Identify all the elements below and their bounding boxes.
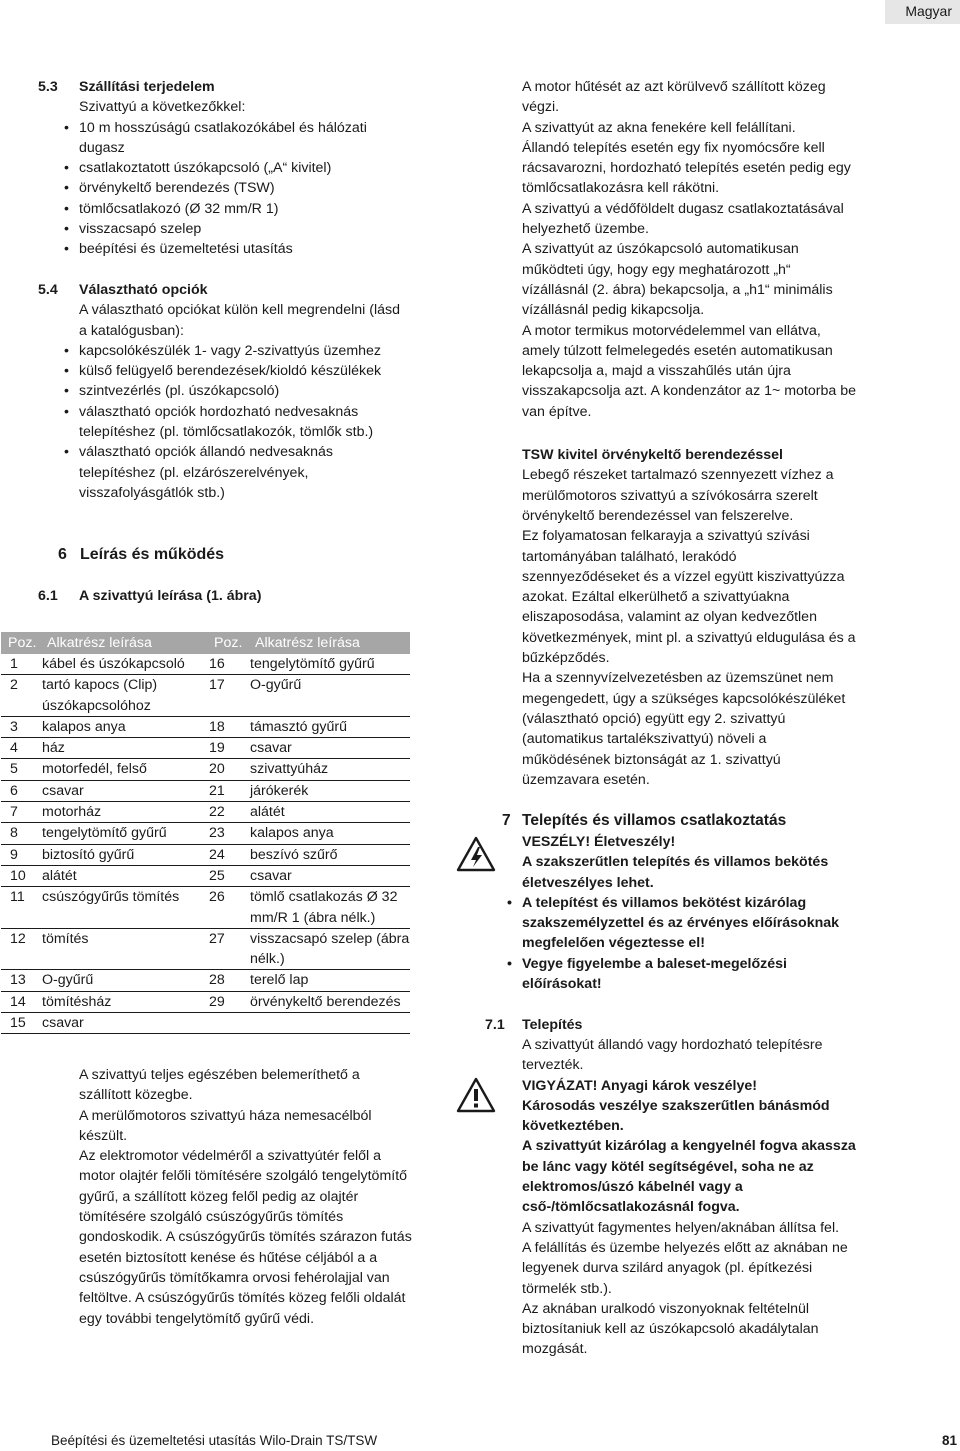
paragraph: A szivattyút állandó vagy hordozható telepítésre tervezték. (522, 1037, 823, 1074)
table-row (1, 780, 410, 801)
list-item: • A telepítést és villamos bekötést kizárólag szakszemélyzettel és az érvényes előírásoknak megfelelően végeztesse el! (505, 893, 856, 954)
table-row (1, 716, 410, 737)
position-cell: 11 (1, 887, 40, 929)
description-cell: alátét (40, 865, 207, 886)
position-cell: 13 (1, 970, 40, 991)
position-cell: 17 (207, 675, 248, 717)
paragraph: A szivattyú teljes egészében belemeríthető a szállított közegbe. (79, 1067, 360, 1104)
caution-icon (456, 1077, 496, 1113)
section-7-heading (502, 811, 786, 831)
paragraph: A szivattyú a védőföldelt dugasz csatlakoztatásával helyezhető üzembe. (522, 200, 844, 238)
description-cell: tömítésház (40, 991, 207, 1012)
description-cell: kábel és úszókapcsoló (40, 654, 207, 675)
column-header: Poz. (207, 632, 248, 654)
description-cell: alátét (248, 802, 410, 823)
section-5-3 (38, 77, 418, 260)
paragraph: A merülőmotoros szivattyú háza nemesacélból készült. (79, 1107, 372, 1144)
caution-text: Károsodás veszélye szakszerűtlen bánásmód következtében. (522, 1097, 830, 1135)
description-cell: beszívó szűrő (248, 844, 410, 865)
section-number: 6 (58, 546, 67, 563)
paragraph: A szivattyút az úszókapcsoló automatikusan működteti úgy, hogy egy meghatározott „h“ vízállásnál (2. ábra) bekapcsolja, a „h1“ minimális vízállásnál pedig kikapcsolja. (522, 241, 833, 319)
description-cell: tömlő csatlakozás Ø 32 mm/R 1 (ábra nélk.) (248, 887, 410, 929)
position-cell: 15 (1, 1013, 40, 1034)
section-intro: Szivattyú a következőkkel: (79, 99, 246, 116)
table-row (1, 865, 410, 886)
list-item: • tömlőcsatlakozó (Ø 32 mm/R 1) (62, 199, 402, 219)
electrical-danger-icon (456, 836, 496, 872)
section-title: Leírás és működés (80, 546, 225, 563)
description-cell: kalapos anya (248, 823, 410, 844)
column-header: Alkatrész leírása (40, 632, 207, 654)
list-item: • választható opciók hordozható nedvesaknás telepítéshez (pl. tömlőcsatlakozók, tömlők stb.) (62, 402, 407, 443)
description-cell: járókerék (248, 780, 410, 801)
position-cell (207, 1013, 248, 1034)
section-intro: A választható opciókat külön kell megrendelni (lásd a katalógusban): (79, 302, 400, 339)
footer-title: Beépítési és üzemeltetési utasítás Wilo-Drain TS/TSW (51, 1433, 378, 1448)
paragraph: Állandó telepítés esetén egy fix nyomócsőre kell rácsavarozni, hordozható telepítés esetén pedig egy tömlőcsatlakozásra kell rákötni. (522, 139, 851, 197)
list-item: • külső felügyelő berendezések/kioldó készülékek (62, 361, 407, 381)
section-title: Választható opciók (79, 282, 208, 298)
position-cell: 5 (1, 759, 40, 780)
section-number: 5.4 (38, 282, 58, 298)
caution-title: VIGYÁZAT! Anyagi károk veszélye! (522, 1077, 757, 1094)
description-cell: kalapos anya (40, 716, 207, 737)
paragraph: A motor hűtését az azt körülvevő szállított közeg végzi. (522, 79, 826, 116)
list-item: • választható opciók állandó nedvesaknás telepítéshez (pl. elzárószerelvények, visszafolyásgátlók stb.) (62, 442, 407, 503)
table-row (1, 928, 410, 970)
description-cell: tömítés (40, 928, 207, 970)
description-cell: ház (40, 738, 207, 759)
right-column (522, 77, 856, 790)
position-cell: 10 (1, 865, 40, 886)
section-6-heading (58, 545, 224, 565)
position-cell: 18 (207, 716, 248, 737)
section-heading (38, 77, 418, 97)
description-cell: motorház (40, 802, 207, 823)
position-cell: 27 (207, 928, 248, 970)
section-6-1-heading (38, 586, 261, 606)
section-title: Szállítási terjedelem (79, 79, 215, 95)
description-text (79, 1065, 414, 1329)
position-cell: 12 (1, 928, 40, 970)
section-7-1-heading (485, 1015, 582, 1035)
caution-text: A szivattyút kizárólag a kengyelnél fogva akassza be lánc vagy kötél segítségével, soha ne az elektromos/úszó kábelnél vagy a cső-/tömlőcsatlakozásnál fogva. (522, 1138, 856, 1216)
section-number: 7.1 (485, 1017, 505, 1033)
list-item: • szintvezérlés (pl. úszókapcsoló) (62, 381, 407, 401)
position-cell: 21 (207, 780, 248, 801)
section-number: 6.1 (38, 588, 58, 604)
position-cell: 24 (207, 844, 248, 865)
column-header: Poz. (1, 632, 40, 654)
position-cell: 29 (207, 991, 248, 1012)
section-number: 5.3 (38, 79, 58, 95)
description-cell: csavar (248, 738, 410, 759)
section-7-1-text (522, 1035, 856, 1360)
table-row (1, 675, 410, 717)
list-item: • 10 m hosszúságú csatlakozókábel és hálózati dugasz (62, 118, 402, 159)
position-cell: 26 (207, 887, 248, 929)
description-cell: tengelytömítő gyűrű (248, 654, 410, 675)
position-cell: 25 (207, 865, 248, 886)
table-row (1, 1013, 410, 1034)
position-cell: 1 (1, 654, 40, 675)
description-cell: csavar (40, 780, 207, 801)
description-cell: csavar (40, 1013, 207, 1034)
section-5-4 (38, 280, 418, 503)
position-cell: 7 (1, 802, 40, 823)
position-cell: 3 (1, 716, 40, 737)
position-cell: 2 (1, 675, 40, 717)
description-cell (248, 1013, 410, 1034)
table-row (1, 823, 410, 844)
position-cell: 28 (207, 970, 248, 991)
description-cell: tengelytömítő gyűrű (40, 823, 207, 844)
table-row (1, 802, 410, 823)
table-row (1, 970, 410, 991)
position-cell: 19 (207, 738, 248, 759)
page-number: 81 (942, 1433, 958, 1448)
description-cell: szivattyúház (248, 759, 410, 780)
description-cell: O-gyűrű (248, 675, 410, 717)
danger-block (522, 832, 856, 994)
list-item: • csatlakoztatott úszókapcsoló („A“ kivitel) (62, 158, 402, 178)
position-cell: 9 (1, 844, 40, 865)
danger-title: VESZÉLY! Életveszély! (522, 834, 676, 850)
list-item: • visszacsapó szelep (62, 219, 402, 239)
position-cell: 22 (207, 802, 248, 823)
description-cell: motorfedél, felső (40, 759, 207, 780)
list-item: • Vegye figyelembe a baleset-megelőzési előírásokat! (505, 954, 856, 995)
position-cell: 23 (207, 823, 248, 844)
parts-table (1, 632, 410, 1034)
position-cell: 6 (1, 780, 40, 801)
delivery-list (62, 118, 402, 260)
paragraph: Az elektromotor védelméről a szivattyútér felől a motor olajtér felőli tömítésére szolgáló tengelytömítő gyűrű, a szállított közeg felől pedig az olajtér tömítésére szolgáló csúszógyűrűs tömítés gondoskodik. A csúszógyűrűs tömítés szárazon futás esetén biztosított kenése és hűtése céljából a a csúszógyűrűs tömítőkamra orvosi fehérolajjal van feltöltve. A csúszógyűrűs tömítés közeg felőli oldalát egy további tengelytömítő gyűrű védi. (79, 1148, 412, 1327)
column-header: Alkatrész leírása (248, 632, 410, 654)
section-title: Telepítés és villamos csatlakoztatás (522, 812, 787, 829)
paragraph: Ha a szennyvízelvezetésben az üzemszünet nem megengedett, úgy a szükséges kapcsolókészüléket (választható opció) együtt egy 2. szivattyú (automatikus tartalékszivattyú) növeli a működésének biztonságát az 1. szivattyú üzemzavara esetén. (522, 670, 846, 788)
list-item: • örvénykeltő berendezés (TSW) (62, 178, 402, 198)
list-item: • kapcsolókészülék 1- vagy 2-szivattyús üzemhez (62, 341, 407, 361)
tsw-heading: TSW kivitel örvénykeltő berendezéssel (522, 447, 783, 464)
paragraph: Lebegő részeket tartalmazó szennyezett vízhez a merülőmotoros szivattyú a szívókosárra szerelt örvénykeltő berendezéssel van felszerelve. (522, 467, 834, 524)
description-cell: csavar (248, 865, 410, 886)
table-row (1, 991, 410, 1012)
description-cell: örvénykeltő berendezés (248, 991, 410, 1012)
danger-text: A szakszerűtlen telepítés és villamos bekötés életveszélyes lehet. (522, 854, 829, 891)
table-row (1, 759, 410, 780)
paragraph: A felállítás és üzembe helyezés előtt az aknában ne legyenek durva szilárd anyagok (pl. építkezési törmelék stb.). (522, 1239, 848, 1297)
section-heading (38, 280, 418, 300)
options-list (62, 341, 407, 503)
paragraph: Az aknában uralkodó viszonyoknak feltételnül biztosítaniuk kell az úszókapcsoló akadálytalan mozgását. (522, 1300, 819, 1358)
table-row (1, 738, 410, 759)
table-row (1, 654, 410, 675)
paragraph: Ez folyamatosan felkarayja a szivattyú szívási tartományában található, lerakódó szennyeződéseket és a vízzel együtt kiszivattyúzza azokat. Ezáltal elkerülhető a szivattyúakna eliszaposodása, valamint az olyan kedvezőtlen következmények, mint pl. a szivattyú eldugulása és a bűzképződés. (522, 528, 856, 667)
section-title: Telepítés (522, 1017, 583, 1033)
paragraph: A motor termikus motorvédelemmel van ellátva, amely túlzott felmelegedés esetén automatikusan lekapcsolja a, majd a visszahűlés után újra visszakapcsolja azt. A kondenzátor az 1~ motorba be van építve. (522, 322, 856, 420)
position-cell: 8 (1, 823, 40, 844)
description-cell: visszacsapó szelep (ábra nélk.) (248, 928, 410, 970)
table-header-row (1, 632, 410, 654)
description-cell: terelő lap (248, 970, 410, 991)
position-cell: 14 (1, 991, 40, 1012)
section-number: 7 (502, 812, 511, 829)
description-cell: tartó kapocs (Clip) úszókapcsolóhoz (40, 675, 207, 717)
description-cell: O-gyűrű (40, 970, 207, 991)
table-row (1, 887, 410, 929)
description-cell: biztosító gyűrű (40, 844, 207, 865)
description-cell: támasztó gyűrű (248, 716, 410, 737)
language-tab: Magyar (885, 0, 960, 24)
table-row (1, 844, 410, 865)
table-body (1, 654, 410, 1034)
position-cell: 20 (207, 759, 248, 780)
list-item: • beépítési és üzemeltetési utasítás (62, 239, 402, 259)
position-cell: 4 (1, 738, 40, 759)
paragraph: A szivattyút fagymentes helyen/aknában állítsa fel. (522, 1219, 840, 1236)
safety-list (505, 893, 856, 994)
paragraph: A szivattyút az akna fenekére kell felállítani. (522, 119, 796, 136)
description-cell: csúszógyűrűs tömítés (40, 887, 207, 929)
section-title: A szivattyú leírása (1. ábra) (79, 588, 262, 604)
position-cell: 16 (207, 654, 248, 675)
